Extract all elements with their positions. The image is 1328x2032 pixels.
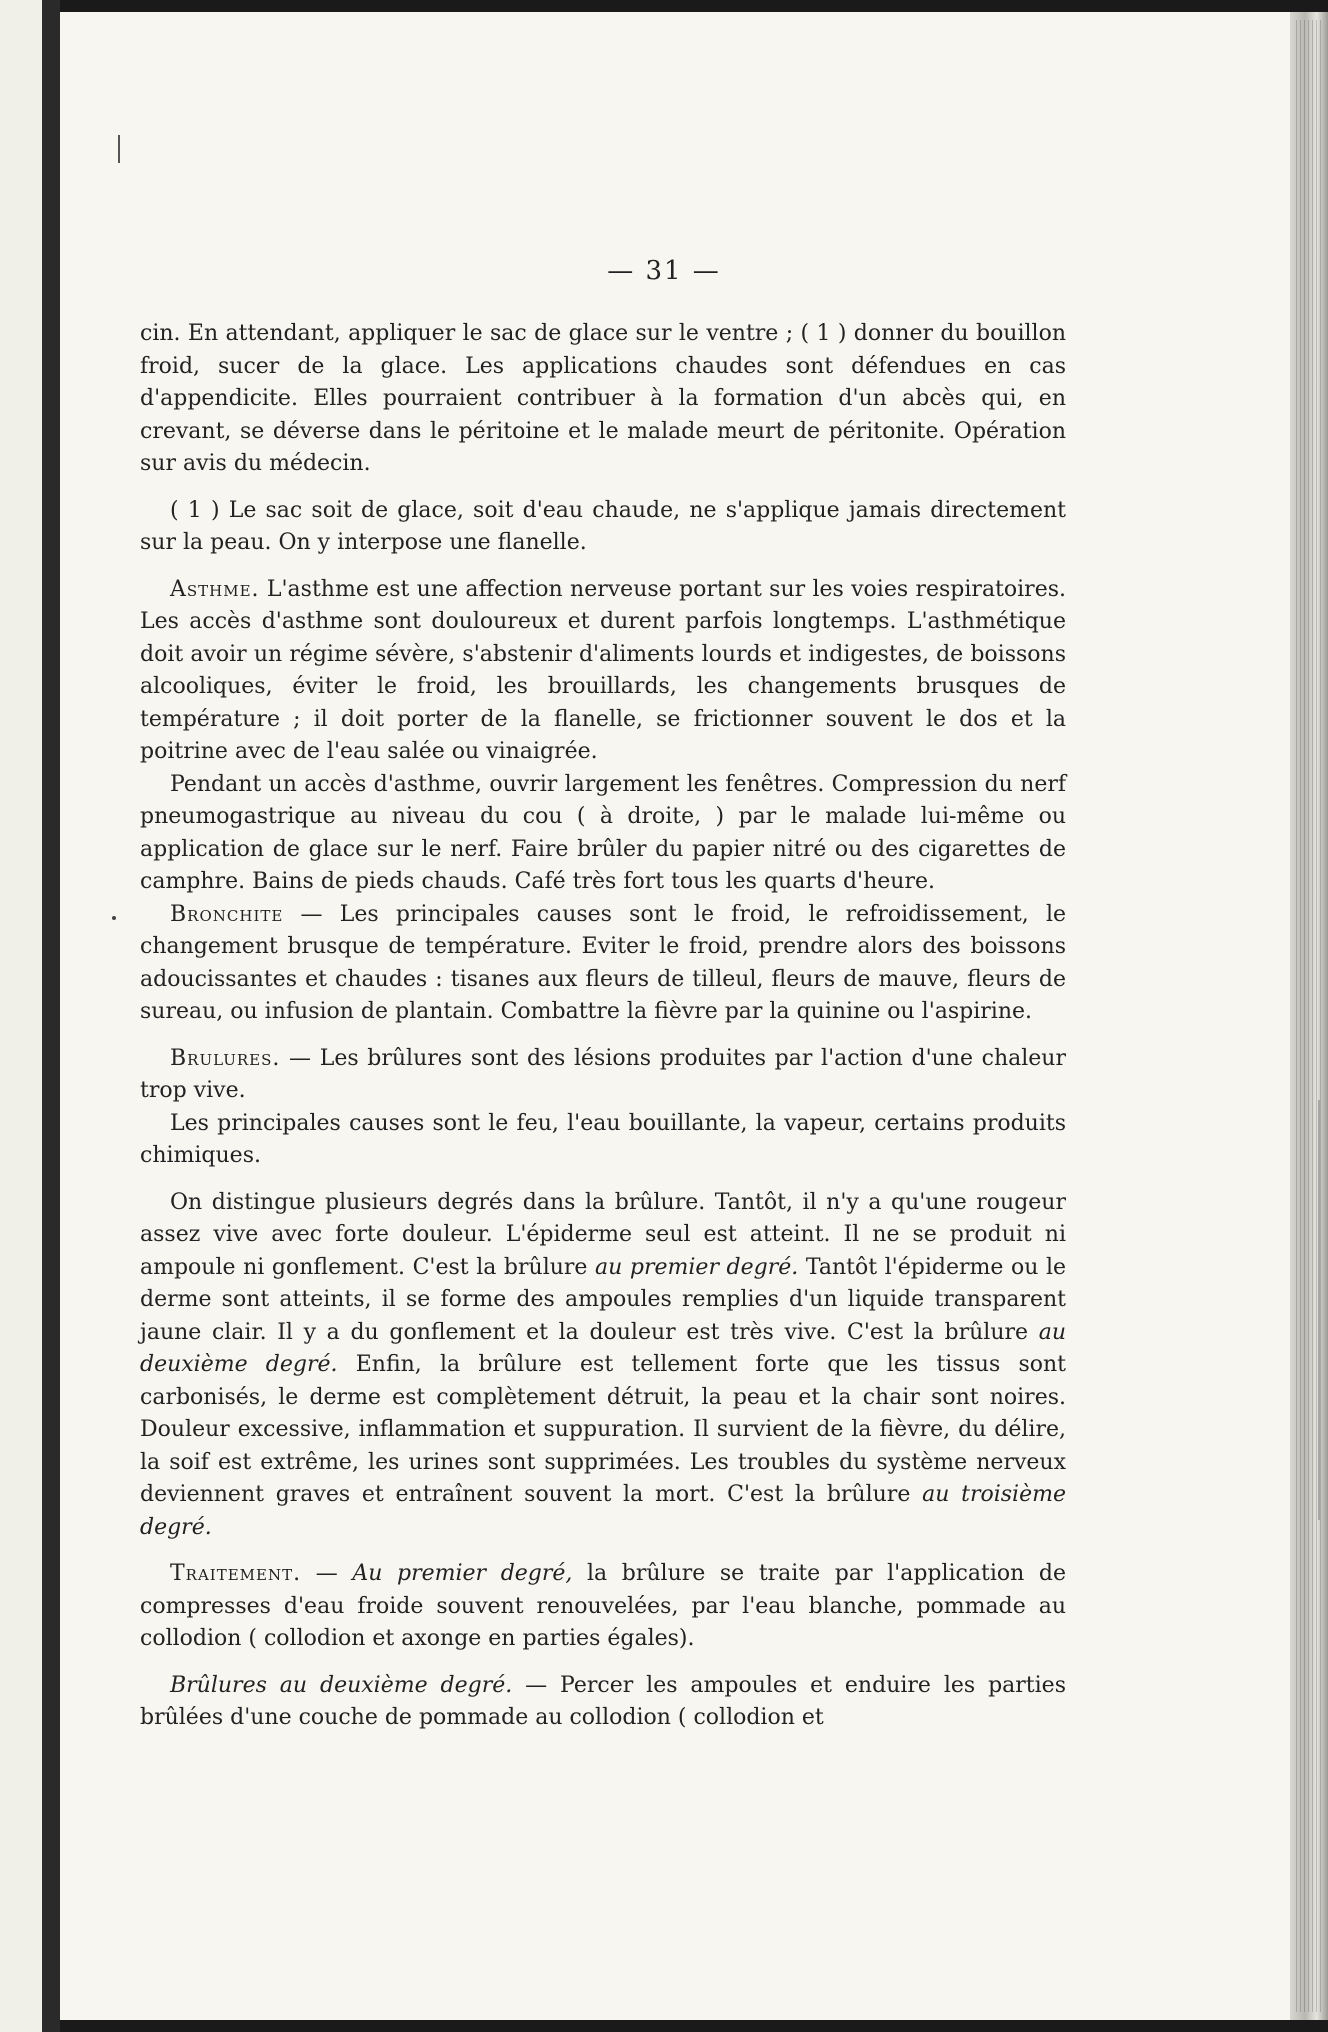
paragraph-deuxieme-degre xyxy=(140,1670,1066,1735)
deuxieme-text: — Percer les ampoules et enduire les parties brûlées d'une couche de pommade au collodion ( collodion et xyxy=(140,1672,1066,1730)
paragraph-traitement xyxy=(140,1558,1066,1656)
paragraph-asthme-acces: Pendant un accès d'asthme, ouvrir largement les fenêtres. Compression du nerf pneumogastrique au niveau du cou ( à droite, ) par le malade lui-même ou application de glace sur le nerf. Faire brûler du papier nitré ou des cigarettes de camphre. Bains de pieds chauds. Café très fort tous les quarts d'heure. xyxy=(140,771,1066,894)
paragraph-brulures xyxy=(140,1043,1066,1108)
asthme-text: L'asthme est une affection nerveuse portant sur les voies respiratoires. Les accès d'asthme sont douloureux et durent parfois longtemps. L'asthmétique doit avoir un régime sévère, s'abstenir d'aliments lourds et indigestes, de boissons alcooliques, éviter le froid, les brouillards, les changements brusques de température ; il doit porter de la flanelle, se frictionner souvent le dos et la poitrine avec de l'eau salée ou vinaigrée. xyxy=(140,576,1066,764)
paragraph-bronchite xyxy=(140,899,1066,1029)
page-number: — 31 — xyxy=(607,256,721,286)
binding-thread xyxy=(1318,1100,1320,1520)
heading-brulures: Brulures. xyxy=(170,1045,281,1071)
degres-text-a: On distingue plusieurs degrés dans la brûlure. Tantôt, il n'y a qu'une rougeur assez vive avec forte douleur. L'épiderme seul est atteint. Il ne se produit ni ampoule ni gonflement. C'est la brûlure xyxy=(140,1189,1066,1280)
degres-text-b: Tantôt l'épiderme ou le derme sont atteints, il se forme des ampoules remplies d'un liquide transparent jaune clair. Il y a du gonflement et la douleur est très vive. C'est la brûlure xyxy=(140,1254,1067,1345)
paragraph-asthme xyxy=(140,574,1066,769)
degres-premier: au premier degré. xyxy=(595,1254,799,1280)
traitement-text: la brûlure se traite par l'application de compresses d'eau froide souvent renouvelées, par l'eau blanche, pommade au collodion ( collodion et axonge en parties égales). xyxy=(140,1561,1067,1651)
traitement-premier: Au premier degré, xyxy=(352,1561,573,1586)
book-gutter xyxy=(42,0,60,2032)
margin-dot xyxy=(112,916,116,920)
heading-deuxieme-degre: Brûlures au deuxième degré. xyxy=(170,1672,513,1698)
page-stack-lines xyxy=(1296,20,1322,2012)
previous-page-edge xyxy=(0,0,42,2032)
degres-deuxieme: au deuxième degré. xyxy=(140,1319,1066,1377)
paragraph-degres xyxy=(140,1187,1066,1545)
page-text xyxy=(140,318,1066,1735)
heading-traitement: Traitement. xyxy=(170,1561,302,1586)
footnote: ( 1 ) Le sac soit de glace, soit d'eau chaude, ne s'applique jamais directement sur la peau. On y interpose une flanelle. xyxy=(140,497,1066,555)
degres-text-c: Enfin, la brûlure est tellement forte que les tissus sont carbonisés, le derme est complètement détruit, la peau et la chair sont noires. Douleur excessive, inflammation et suppuration. Il survient de la fièvre, du délire, la soif est extrême, les urines sont supprimées. Les troubles du système nerveux deviennent graves et entraînent souvent la mort. C'est la brûlure xyxy=(140,1352,1066,1507)
heading-bronchite: Bronchite xyxy=(170,901,284,927)
heading-asthme: Asthme. xyxy=(170,576,260,602)
brulures-text: — Les brûlures sont des lésions produites par l'action d'une chaleur trop vive. xyxy=(140,1045,1066,1103)
bronchite-text: — Les principales causes sont le froid, le refroidissement, le changement brusque de température. Eviter le froid, prendre alors des boissons adoucissantes et chaudes : tisanes aux fleurs de tilleul, fleurs de mauve, fleurs de sureau, ou infusion de plantain. Combattre la fièvre par la quinine ou l'aspirine. xyxy=(140,901,1066,1024)
degres-troisieme: au troisième degré. xyxy=(140,1482,1066,1540)
paragraph-brulures-causes: Les principales causes sont le feu, l'eau bouillante, la vapeur, certains produits chimiques. xyxy=(140,1110,1066,1168)
paragraph-appendicite: cin. En attendant, appliquer le sac de glace sur le ventre ; ( 1 ) donner du bouillon froid, sucer de la glace. Les applications chaudes sont défendues en cas d'appendicite. Elles pourraient contribuer à la formation d'un abcès qui, en crevant, se déverse dans le péritoine et le malade meurt de péritonite. Opération sur avis du médecin. xyxy=(140,321,1066,476)
margin-mark xyxy=(118,135,120,163)
traitement-dash: — xyxy=(301,1561,353,1586)
